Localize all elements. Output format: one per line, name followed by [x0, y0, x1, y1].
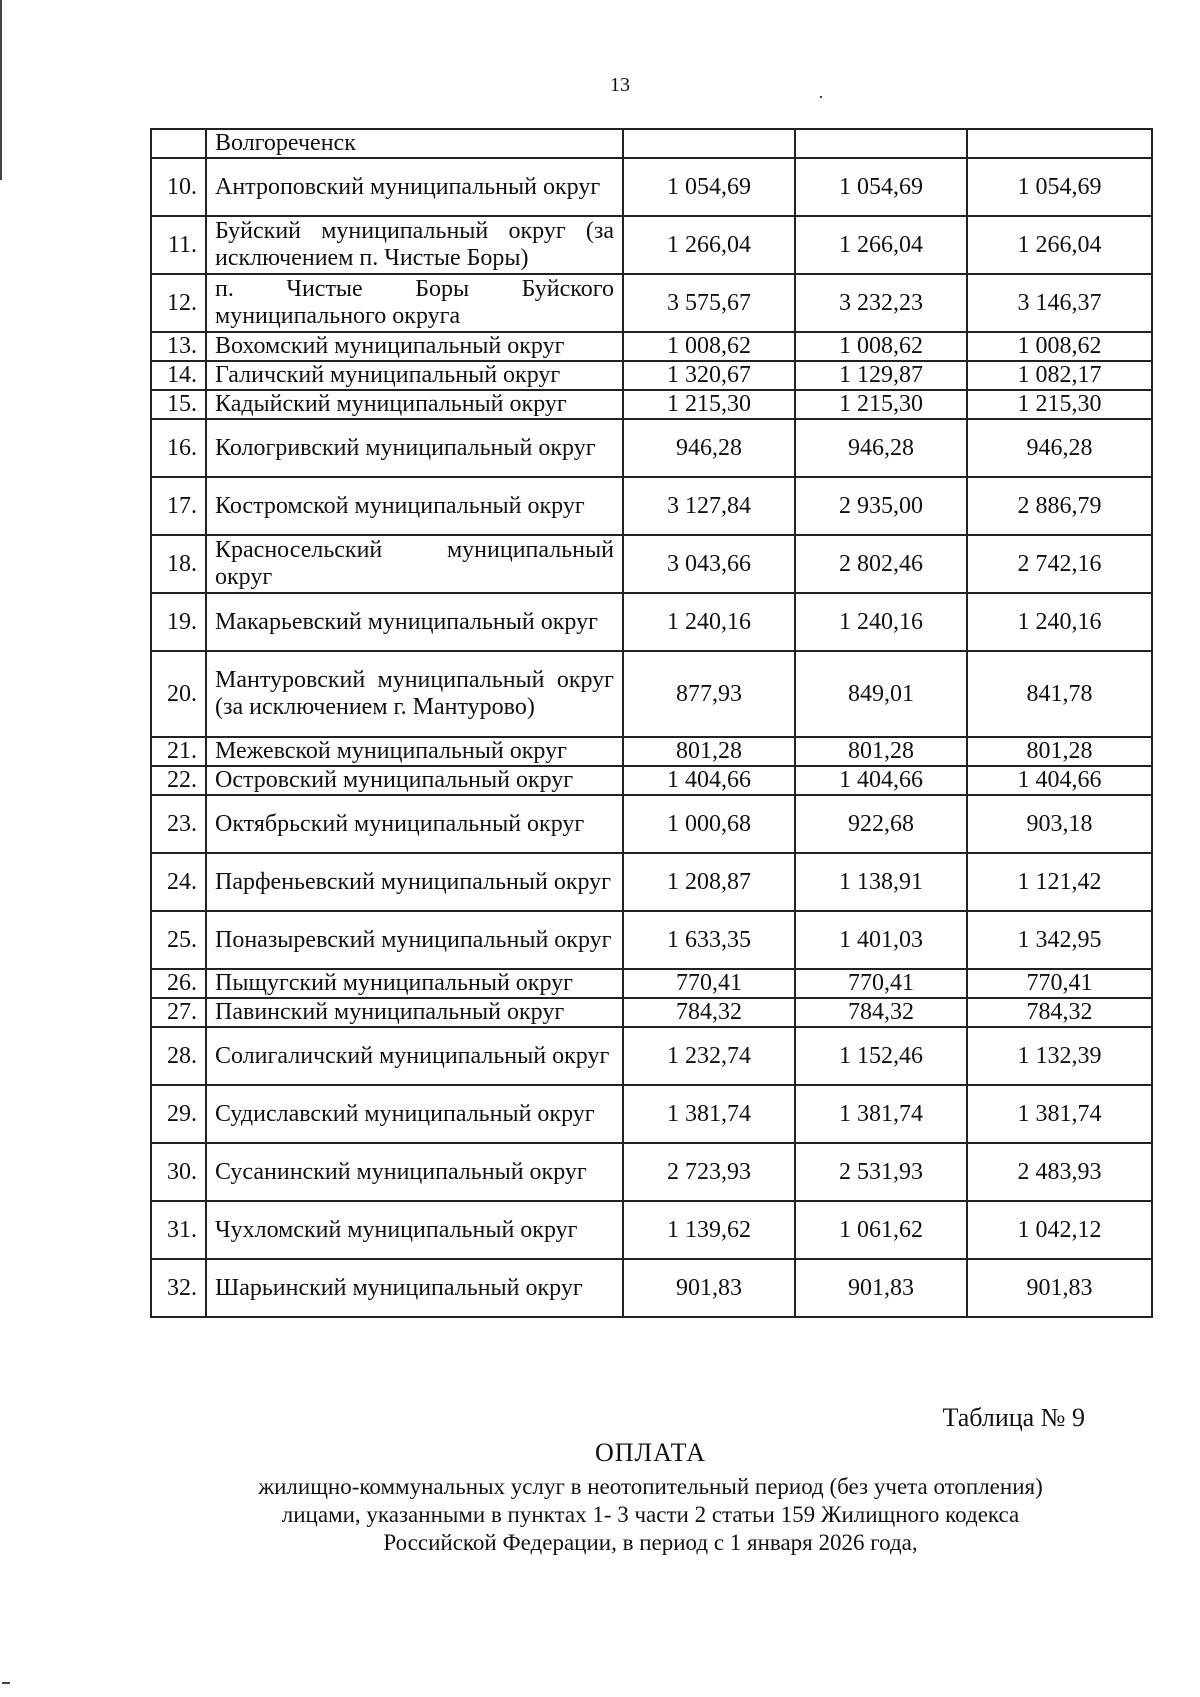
row-value-2: 1 240,16	[795, 593, 967, 651]
row-district-name: Пыщугский муниципальный округ	[206, 969, 623, 998]
row-district-name: Кологривский муниципальный округ	[206, 419, 623, 477]
row-value-2: 849,01	[795, 651, 967, 737]
table-row	[151, 274, 1152, 332]
row-number: 22.	[151, 766, 206, 795]
tariff-table	[150, 128, 1153, 1318]
row-value-3: 1 082,17	[967, 361, 1152, 390]
row-value-1: 1 633,35	[623, 911, 795, 969]
row-value-2: 2 935,00	[795, 477, 967, 535]
row-district-name: Кадыйский муниципальный округ	[206, 390, 623, 419]
row-value-1: 784,32	[623, 998, 795, 1027]
row-district-name: Солигаличский муниципальный округ	[206, 1027, 623, 1085]
row-value-1: 1 381,74	[623, 1085, 795, 1143]
row-value-2: 1 266,04	[795, 216, 967, 274]
row-value-1: 801,28	[623, 737, 795, 766]
row-number: 27.	[151, 998, 206, 1027]
row-district-name: Октябрьский муниципальный округ	[206, 795, 623, 853]
table-row	[151, 1201, 1152, 1259]
row-district-name: Костромской муниципальный округ	[206, 477, 623, 535]
row-number: 15.	[151, 390, 206, 419]
row-value-3: 1 381,74	[967, 1085, 1152, 1143]
row-value-3: 2 886,79	[967, 477, 1152, 535]
row-value-1: 946,28	[623, 419, 795, 477]
row-value-2: 901,83	[795, 1259, 967, 1317]
row-value-1: 1 320,67	[623, 361, 795, 390]
row-value-2: 1 404,66	[795, 766, 967, 795]
row-value-1: 1 232,74	[623, 1027, 795, 1085]
table-label: Таблица № 9	[942, 1403, 1085, 1432]
row-number: 28.	[151, 1027, 206, 1085]
table-row	[151, 1143, 1152, 1201]
section-title: ОПЛАТА	[594, 1438, 707, 1467]
row-value-2: 784,32	[795, 998, 967, 1027]
row-number: 26.	[151, 969, 206, 998]
section-subtitle-line-1: жилищно-коммунальных услуг в неотопительный период (без учета отопления)	[258, 1474, 1043, 1499]
row-value-1: 2 723,93	[623, 1143, 795, 1201]
row-value-3: 841,78	[967, 651, 1152, 737]
row-value-1: 1 139,62	[623, 1201, 795, 1259]
table-row	[151, 795, 1152, 853]
row-district-name: Павинский муниципальный округ	[206, 998, 623, 1027]
row-value-2: 1 061,62	[795, 1201, 967, 1259]
row-district-name: Судиславский муниципальный округ	[206, 1085, 623, 1143]
table-row	[151, 593, 1152, 651]
table-row	[151, 129, 1152, 158]
table-row	[151, 1085, 1152, 1143]
table-row	[151, 158, 1152, 216]
row-value-2: 770,41	[795, 969, 967, 998]
table-row	[151, 216, 1152, 274]
row-value-2: 1 215,30	[795, 390, 967, 419]
row-district-name: Красносельский муниципальный округ	[206, 535, 623, 593]
table-row	[151, 535, 1152, 593]
row-value-3: 1 121,42	[967, 853, 1152, 911]
section-subtitle-line-3: Российской Федерации, в период с 1 января 2026 года,	[383, 1530, 918, 1555]
row-number: 30.	[151, 1143, 206, 1201]
row-value-2: 1 401,03	[795, 911, 967, 969]
row-value-2: 1 381,74	[795, 1085, 967, 1143]
row-value-1: 1 240,16	[623, 593, 795, 651]
row-district-name: Островский муниципальный округ	[206, 766, 623, 795]
tariff-table-body	[151, 129, 1152, 1317]
row-value-1: 770,41	[623, 969, 795, 998]
row-number: 16.	[151, 419, 206, 477]
row-number: 19.	[151, 593, 206, 651]
row-value-3	[967, 129, 1152, 158]
row-value-3: 3 146,37	[967, 274, 1152, 332]
scan-edge-mark-bottom	[2, 1682, 10, 1684]
table-row	[151, 998, 1152, 1027]
row-value-3: 1 008,62	[967, 332, 1152, 361]
row-value-1: 1 008,62	[623, 332, 795, 361]
row-value-1: 877,93	[623, 651, 795, 737]
row-value-3: 1 266,04	[967, 216, 1152, 274]
table-row	[151, 390, 1152, 419]
table-row	[151, 1027, 1152, 1085]
row-district-name: Сусанинский муниципальный округ	[206, 1143, 623, 1201]
row-value-2: 1 054,69	[795, 158, 967, 216]
row-number: 32.	[151, 1259, 206, 1317]
table-row	[151, 1259, 1152, 1317]
row-value-1: 1 054,69	[623, 158, 795, 216]
row-value-2: 1 138,91	[795, 853, 967, 911]
row-district-name: Мантуровский муниципальный округ (за исключением г. Мантурово)	[206, 651, 623, 737]
row-value-3: 1 404,66	[967, 766, 1152, 795]
row-number: 25.	[151, 911, 206, 969]
table-row	[151, 419, 1152, 477]
row-number: 10.	[151, 158, 206, 216]
row-value-1: 3 575,67	[623, 274, 795, 332]
row-value-1: 1 404,66	[623, 766, 795, 795]
row-number: 21.	[151, 737, 206, 766]
row-value-3: 1 054,69	[967, 158, 1152, 216]
row-district-name: Парфеньевский муниципальный округ	[206, 853, 623, 911]
row-value-1: 1 266,04	[623, 216, 795, 274]
section-subtitle-line-2: лицами, указанными в пунктах 1- 3 части 2 статьи 159 Жилищного кодекса	[281, 1502, 1020, 1527]
row-number: 20.	[151, 651, 206, 737]
row-value-3: 2 742,16	[967, 535, 1152, 593]
page-number: 13	[610, 74, 630, 96]
row-value-3: 770,41	[967, 969, 1152, 998]
row-district-name: п. Чистые Боры Буйского муниципального округа	[206, 274, 623, 332]
row-value-3: 2 483,93	[967, 1143, 1152, 1201]
row-value-1: 3 127,84	[623, 477, 795, 535]
row-district-name: Межевской муниципальный округ	[206, 737, 623, 766]
row-number: 31.	[151, 1201, 206, 1259]
table-row	[151, 911, 1152, 969]
row-district-name: Макарьевский муниципальный округ	[206, 593, 623, 651]
row-district-name: Поназыревский муниципальный округ	[206, 911, 623, 969]
table-row	[151, 332, 1152, 361]
row-value-2: 1 152,46	[795, 1027, 967, 1085]
row-value-1	[623, 129, 795, 158]
table-row	[151, 853, 1152, 911]
row-number: 13.	[151, 332, 206, 361]
row-number: 29.	[151, 1085, 206, 1143]
row-value-3: 1 215,30	[967, 390, 1152, 419]
row-number	[151, 129, 206, 158]
row-value-1: 3 043,66	[623, 535, 795, 593]
row-value-3: 801,28	[967, 737, 1152, 766]
row-value-2: 1 008,62	[795, 332, 967, 361]
row-value-3: 903,18	[967, 795, 1152, 853]
row-district-name: Волгореченск	[206, 129, 623, 158]
row-number: 18.	[151, 535, 206, 593]
row-value-2: 2 802,46	[795, 535, 967, 593]
row-value-2: 946,28	[795, 419, 967, 477]
row-value-1: 1 208,87	[623, 853, 795, 911]
row-value-1: 901,83	[623, 1259, 795, 1317]
row-value-3: 1 132,39	[967, 1027, 1152, 1085]
row-value-2: 2 531,93	[795, 1143, 967, 1201]
table-row	[151, 766, 1152, 795]
row-number: 24.	[151, 853, 206, 911]
row-value-2: 801,28	[795, 737, 967, 766]
table-row	[151, 651, 1152, 737]
row-value-2: 922,68	[795, 795, 967, 853]
row-value-2	[795, 129, 967, 158]
row-number: 14.	[151, 361, 206, 390]
row-value-3: 1 342,95	[967, 911, 1152, 969]
table-row	[151, 969, 1152, 998]
table-row	[151, 737, 1152, 766]
row-district-name: Галичский муниципальный округ	[206, 361, 623, 390]
row-value-3: 1 042,12	[967, 1201, 1152, 1259]
row-district-name: Буйский муниципальный округ (за исключением п. Чистые Боры)	[206, 216, 623, 274]
row-value-3: 784,32	[967, 998, 1152, 1027]
table-row	[151, 361, 1152, 390]
row-district-name: Чухломский муниципальный округ	[206, 1201, 623, 1259]
row-number: 17.	[151, 477, 206, 535]
row-number: 12.	[151, 274, 206, 332]
row-district-name: Вохомский муниципальный округ	[206, 332, 623, 361]
row-district-name: Шарьинский муниципальный округ	[206, 1259, 623, 1317]
row-value-2: 1 129,87	[795, 361, 967, 390]
row-value-3: 901,83	[967, 1259, 1152, 1317]
row-value-3: 1 240,16	[967, 593, 1152, 651]
row-value-1: 1 215,30	[623, 390, 795, 419]
row-value-2: 3 232,23	[795, 274, 967, 332]
row-number: 23.	[151, 795, 206, 853]
row-number: 11.	[151, 216, 206, 274]
row-district-name: Антроповский муниципальный округ	[206, 158, 623, 216]
table-row	[151, 477, 1152, 535]
row-value-1: 1 000,68	[623, 795, 795, 853]
row-value-3: 946,28	[967, 419, 1152, 477]
